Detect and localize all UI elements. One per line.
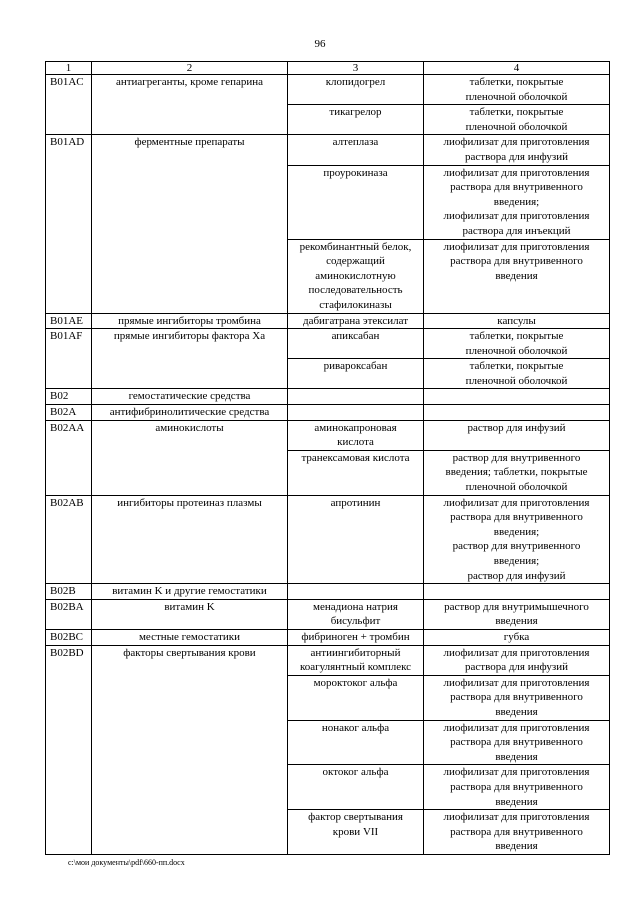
atc-code-cell: B02A — [46, 405, 92, 421]
table-row — [46, 495, 610, 584]
atc-code-cell: B02AB — [46, 495, 92, 584]
dosage-form-cell: лиофилизат для приготовления раствора для инфузий — [424, 645, 610, 675]
table-row — [46, 645, 610, 675]
drug-group-cell: прямые ингибиторы тромбина — [92, 313, 288, 329]
atc-code-cell: B01AF — [46, 329, 92, 389]
drug-name-cell: фактор свертывания крови VII — [288, 810, 424, 855]
drug-name-cell: апиксабан — [288, 329, 424, 359]
dosage-form-cell: лиофилизат для приготовления раствора для внутривенного введения — [424, 675, 610, 720]
dosage-form-cell: капсулы — [424, 313, 610, 329]
drug-name-cell: транексамовая кислота — [288, 450, 424, 495]
table-header-row — [46, 62, 610, 75]
table-row — [46, 629, 610, 645]
drug-name-cell: антиингибиторный коагулянтный комплекс — [288, 645, 424, 675]
drug-group-cell: факторы свертывания крови — [92, 645, 288, 854]
dosage-form-cell: раствор для внутримышечного введения — [424, 599, 610, 629]
drug-group-cell: витамин K — [92, 599, 288, 629]
table-row — [46, 599, 610, 629]
drug-group-cell: местные гемостатики — [92, 629, 288, 645]
drug-group-cell: аминокислоты — [92, 420, 288, 495]
column-header: 2 — [92, 62, 288, 75]
file-path-footer: c:\мои документы\pdf\660-пп.docx — [68, 858, 185, 867]
dosage-form-cell: таблетки, покрытые пленочной оболочкой — [424, 359, 610, 389]
drug-table — [45, 61, 610, 855]
drug-group-cell: антифибринолитические средства — [92, 405, 288, 421]
drug-group-cell: витамин K и другие гемостатики — [92, 584, 288, 600]
drug-group-cell: гемостатические средства — [92, 389, 288, 405]
drug-name-cell: октоког альфа — [288, 765, 424, 810]
dosage-form-cell: таблетки, покрытые пленочной оболочкой — [424, 329, 610, 359]
atc-code-cell: B02B — [46, 584, 92, 600]
drug-group-cell: ингибиторы протеиназ плазмы — [92, 495, 288, 584]
dosage-form-cell: раствор для внутривенного введения; таблетки, покрытые пленочной оболочкой — [424, 450, 610, 495]
dosage-form-cell: таблетки, покрытые пленочной оболочкой — [424, 75, 610, 105]
drug-name-cell — [288, 389, 424, 405]
drug-name-cell: клопидогрел — [288, 75, 424, 105]
drug-name-cell: рекомбинантный белок, содержащий аминокислотную последовательность стафилокиназы — [288, 239, 424, 313]
atc-code-cell: B01AC — [46, 75, 92, 135]
dosage-form-cell: лиофилизат для приготовления раствора для внутривенного введения; раствор для внутривенного введения; раствор для инфузий — [424, 495, 610, 584]
atc-code-cell: B01AD — [46, 135, 92, 313]
drug-name-cell: фибриноген + тромбин — [288, 629, 424, 645]
page-number: 96 — [314, 38, 326, 50]
dosage-form-cell — [424, 584, 610, 600]
dosage-form-cell: лиофилизат для приготовления раствора для внутривенного введения — [424, 765, 610, 810]
table-row — [46, 420, 610, 450]
dosage-form-cell: лиофилизат для приготовления раствора для внутривенного введения — [424, 810, 610, 855]
dosage-form-cell — [424, 405, 610, 421]
drug-name-cell: дабигатрана этексилат — [288, 313, 424, 329]
drug-group-cell: антиагреганты, кроме гепарина — [92, 75, 288, 135]
table-row — [46, 389, 610, 405]
drug-name-cell — [288, 405, 424, 421]
drug-name-cell: проурокиназа — [288, 165, 424, 239]
drug-name-cell: алтеплаза — [288, 135, 424, 165]
drug-name-cell: апротинин — [288, 495, 424, 584]
dosage-form-cell: лиофилизат для приготовления раствора для внутривенного введения — [424, 720, 610, 765]
drug-name-cell: аминокапроновая кислота — [288, 420, 424, 450]
table-row — [46, 329, 610, 359]
column-header: 3 — [288, 62, 424, 75]
drug-group-cell: ферментные препараты — [92, 135, 288, 313]
table-row — [46, 405, 610, 421]
column-header: 1 — [46, 62, 92, 75]
atc-code-cell: B02BA — [46, 599, 92, 629]
dosage-form-cell: таблетки, покрытые пленочной оболочкой — [424, 105, 610, 135]
drug-name-cell: тикагрелор — [288, 105, 424, 135]
table-row — [46, 313, 610, 329]
atc-code-cell: B02BC — [46, 629, 92, 645]
drug-group-cell: прямые ингибиторы фактора Xa — [92, 329, 288, 389]
atc-code-cell: B02BD — [46, 645, 92, 854]
drug-name-cell: менадиона натрия бисульфит — [288, 599, 424, 629]
atc-code-cell: B01AE — [46, 313, 92, 329]
table-row — [46, 135, 610, 165]
dosage-form-cell — [424, 389, 610, 405]
drug-name-cell: ривароксабан — [288, 359, 424, 389]
dosage-form-cell: раствор для инфузий — [424, 420, 610, 450]
drug-name-cell: мороктоког альфа — [288, 675, 424, 720]
drug-name-cell — [288, 584, 424, 600]
dosage-form-cell: лиофилизат для приготовления раствора для внутривенного введения — [424, 239, 610, 313]
dosage-form-cell: губка — [424, 629, 610, 645]
drug-name-cell: нонаког альфа — [288, 720, 424, 765]
dosage-form-cell: лиофилизат для приготовления раствора для внутривенного введения; лиофилизат для приготовления раствора для инъекций — [424, 165, 610, 239]
atc-code-cell: B02AA — [46, 420, 92, 495]
atc-code-cell: B02 — [46, 389, 92, 405]
column-header: 4 — [424, 62, 610, 75]
table-row — [46, 584, 610, 600]
table-row — [46, 75, 610, 105]
dosage-form-cell: лиофилизат для приготовления раствора для инфузий — [424, 135, 610, 165]
